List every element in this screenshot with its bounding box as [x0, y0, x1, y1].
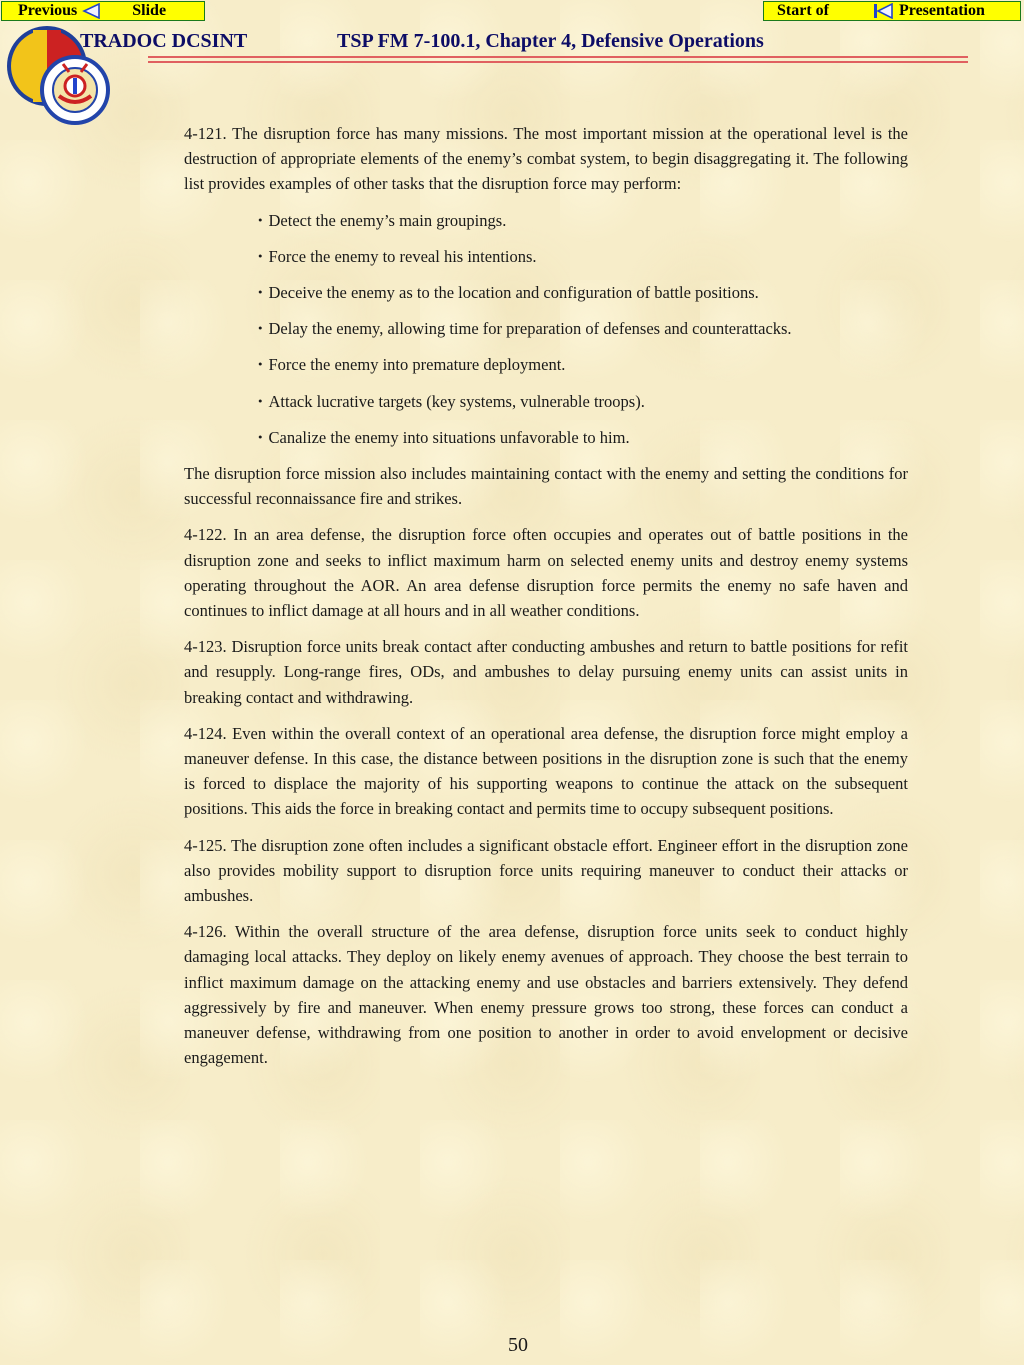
document-body — [184, 121, 908, 1082]
header-org: TRADOC DCSINT — [80, 30, 248, 52]
paragraph-4-123: 4-123. Disruption force units break contact after conducting ambushes and return to battle positions for refit and resupply. Long-range fires, ODs, and ambushes to delay pursuing enemy units can assist units in breaking contact and withdrawing. — [184, 637, 908, 707]
previous-slide-button[interactable] — [1, 1, 205, 21]
slide-label: Slide — [132, 2, 167, 19]
list-item: ・Canalize the enemy into situations unfavorable to him. — [252, 427, 630, 447]
list-item: ・Attack lucrative targets (key systems, vulnerable troops). — [252, 391, 645, 411]
skip-to-start-icon — [873, 3, 893, 19]
list-item: ・Detect the enemy’s main groupings. — [252, 210, 507, 230]
header-rule — [148, 56, 968, 58]
list-item: ・Force the enemy to reveal his intentions. — [252, 246, 537, 266]
presentation-label: Presentation — [898, 2, 985, 19]
page-number: 50 — [508, 1334, 528, 1356]
paragraph-4-121: 4-121. The disruption force has many missions. The most important mission at the operational level is the destruction of appropriate elements of the enemy’s combat system, to begin disaggregating it. The following list provides examples of other tasks that the disruption force may perform: — [184, 124, 908, 194]
start-of-presentation-button[interactable] — [763, 1, 1021, 21]
paragraph-4-124: 4-124. Even within the overall context of an operational area defense, the disruption force might employ a maneuver defense. In this case, the distance between positions in the disruption zone is such that the enemy is forced to displace the majority of his supporting weapons to continue the attack on the subsequent positions. This aids the force in breaking contact and permits time to occupy subsequent positions. — [184, 723, 908, 819]
list-item: ・Delay the enemy, allowing time for preparation of defenses and counterattacks. — [252, 319, 792, 339]
header-doc-title: TSP FM 7-100.1, Chapter 4, Defensive Operations — [337, 30, 764, 52]
paragraph-mission-contact: The disruption force mission also includes maintaining contact with the enemy and setting the conditions for successful reconnaissance fire and strikes. — [184, 464, 908, 509]
paragraph-4-125: 4-125. The disruption zone often includes a significant obstacle effort. Engineer effort in the disruption zone also provides mobility support to disruption force units requiring maneuver to conduct their attacks or ambushes. — [184, 835, 908, 906]
start-label: Start of — [777, 2, 829, 19]
previous-label: Previous — [18, 2, 78, 19]
paragraph-4-122: 4-122. In an area defense, the disruption force often occupies and operates out of battle positions in the disruption zone and seeks to inflict maximum harm on selected enemy units and destroy enemy systems operating throughout the AOR. An area defense disruption force permits the enemy no safe haven and continues to inflict damage at all hours and in all weather conditions. — [184, 525, 908, 621]
triangle-left-icon — [82, 3, 100, 19]
paragraph-4-126: 4-126. Within the overall structure of the area defense, disruption force units seek to conduct highly damaging local attacks. They deploy on likely enemy avenues of approach. They choose the best terrain to inflict maximum damage on the attacking enemy and use obstacles and barriers extensively. They defend aggressively by fire and maneuver. When enemy pressure grows too strong, these forces can conduct a maneuver defense, withdrawing from one position to another in order to avoid envelopment or decisive engagement. — [184, 922, 908, 1068]
list-item: ・Force the enemy into premature deployment. — [252, 355, 566, 375]
header-rule-2 — [148, 61, 968, 63]
list-item: ・Deceive the enemy as to the location and configuration of battle positions. — [252, 283, 759, 303]
